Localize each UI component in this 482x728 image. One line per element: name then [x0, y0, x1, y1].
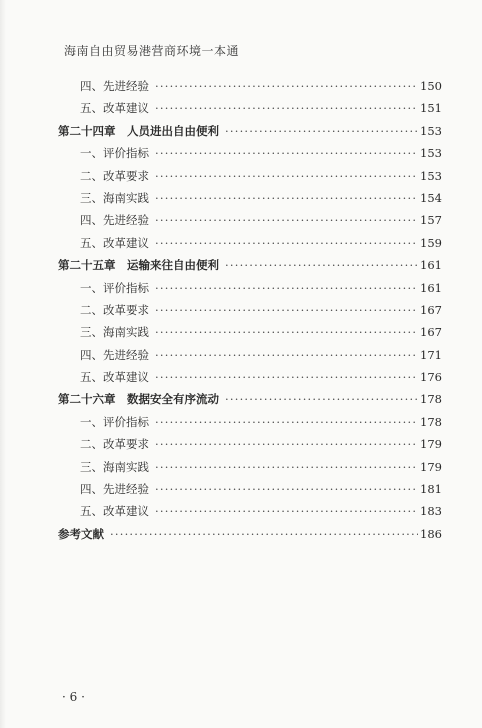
toc-entry-title: 四、先进经验: [80, 213, 149, 228]
dot-leader: [155, 191, 418, 205]
dot-leader: [155, 213, 418, 227]
toc-entry-page: 161: [420, 280, 442, 295]
toc-entry-title: 四、先进经验: [80, 482, 149, 497]
toc-entry-title: 二、改革要求: [80, 168, 149, 183]
toc-entry-page: 154: [420, 190, 442, 205]
dot-leader: [155, 504, 418, 518]
toc-entry-title: 一、评价指标: [80, 146, 149, 161]
toc-entry-page: 171: [420, 347, 442, 362]
toc-chapter-entry: [58, 257, 442, 279]
toc-entry-page: 176: [420, 370, 442, 385]
toc-entry-title: 五、改革建议: [80, 235, 149, 250]
dot-leader: [155, 236, 418, 250]
dot-leader: [110, 527, 418, 541]
toc-section-entry: [58, 347, 442, 369]
dot-leader: [155, 146, 418, 160]
toc-entry-page: 179: [420, 459, 442, 474]
toc-entry-page: 150: [420, 79, 442, 93]
toc-section-entry: [58, 481, 442, 503]
dot-leader: [225, 124, 418, 138]
toc-entry-title: 四、先进经验: [80, 79, 149, 93]
dot-leader: [155, 460, 418, 474]
toc-entry-title: 三、海南实践: [80, 190, 149, 205]
toc-entry-page: 178: [420, 392, 442, 407]
toc-entry-title: 三、海南实践: [80, 325, 149, 340]
toc-entry-title: 参考文献: [58, 526, 104, 541]
toc-entry-title: 二、改革要求: [80, 437, 149, 452]
page-spine-shadow: [0, 0, 6, 728]
dot-leader: [225, 392, 418, 406]
toc-section-entry: [58, 100, 442, 122]
toc-entry-page: 157: [420, 213, 442, 228]
toc-section-entry: [58, 280, 442, 302]
toc-entry-title: 三、海南实践: [80, 459, 149, 474]
toc-section-entry: [58, 78, 442, 100]
toc-entry-title: 二、改革要求: [80, 302, 149, 317]
toc-section-entry: [58, 168, 442, 190]
page-number: · 6 ·: [62, 690, 85, 704]
toc-section-entry: [58, 459, 442, 481]
toc-section-entry: [58, 190, 442, 212]
running-header: 海南自由贸易港营商环境一本通: [64, 44, 240, 58]
toc-section-entry: [58, 302, 442, 324]
toc-entry-title: 四、先进经验: [80, 347, 149, 362]
toc-section-entry: [58, 414, 442, 436]
toc-entry-title: 第二十四章 人员进出自由便利: [58, 123, 219, 138]
toc-entry-title: 五、改革建议: [80, 101, 149, 116]
toc-section-entry: [58, 436, 442, 458]
toc-entry-page: 178: [420, 414, 442, 429]
toc-entry-page: 151: [420, 101, 442, 116]
toc-entry-page: 153: [420, 123, 442, 138]
toc-entry-page: 161: [420, 258, 442, 273]
toc-entry-title: 一、评价指标: [80, 280, 149, 295]
toc-entry-page: 179: [420, 437, 442, 452]
toc-entry-title: 五、改革建议: [80, 370, 149, 385]
table-of-contents: [58, 78, 442, 548]
dot-leader: [155, 482, 418, 496]
toc-entry-page: 167: [420, 302, 442, 317]
toc-section-entry: [58, 145, 442, 167]
dot-leader: [155, 415, 418, 429]
toc-chapter-entry: [58, 391, 442, 413]
dot-leader: [155, 281, 418, 295]
toc-section-entry: [58, 369, 442, 391]
toc-chapter-entry: [58, 123, 442, 145]
toc-section-entry: [58, 503, 442, 525]
dot-leader: [155, 437, 418, 451]
toc-entry-title: 第二十六章 数据安全有序流动: [58, 392, 219, 407]
toc-entry-title: 第二十五章 运输来往自由便利: [58, 258, 219, 273]
dot-leader: [155, 101, 418, 115]
toc-entry-page: 167: [420, 325, 442, 340]
dot-leader: [155, 348, 418, 362]
dot-leader: [155, 79, 418, 93]
toc-entry-page: 181: [420, 482, 442, 497]
toc-entry-page: 183: [420, 504, 442, 519]
toc-section-entry: [58, 212, 442, 234]
toc-section-entry: [58, 235, 442, 257]
toc-entry-title: 一、评价指标: [80, 414, 149, 429]
dot-leader: [155, 169, 418, 183]
toc-entry-page: 153: [420, 146, 442, 161]
toc-section-entry: [58, 324, 442, 346]
toc-entry-page: 159: [420, 235, 442, 250]
toc-entry-page: 186: [420, 526, 442, 541]
toc-chapter-entry: [58, 526, 442, 548]
dot-leader: [155, 303, 418, 317]
toc-entry-title: 五、改革建议: [80, 504, 149, 519]
dot-leader: [225, 258, 418, 272]
toc-entry-page: 153: [420, 168, 442, 183]
dot-leader: [155, 370, 418, 384]
dot-leader: [155, 325, 418, 339]
